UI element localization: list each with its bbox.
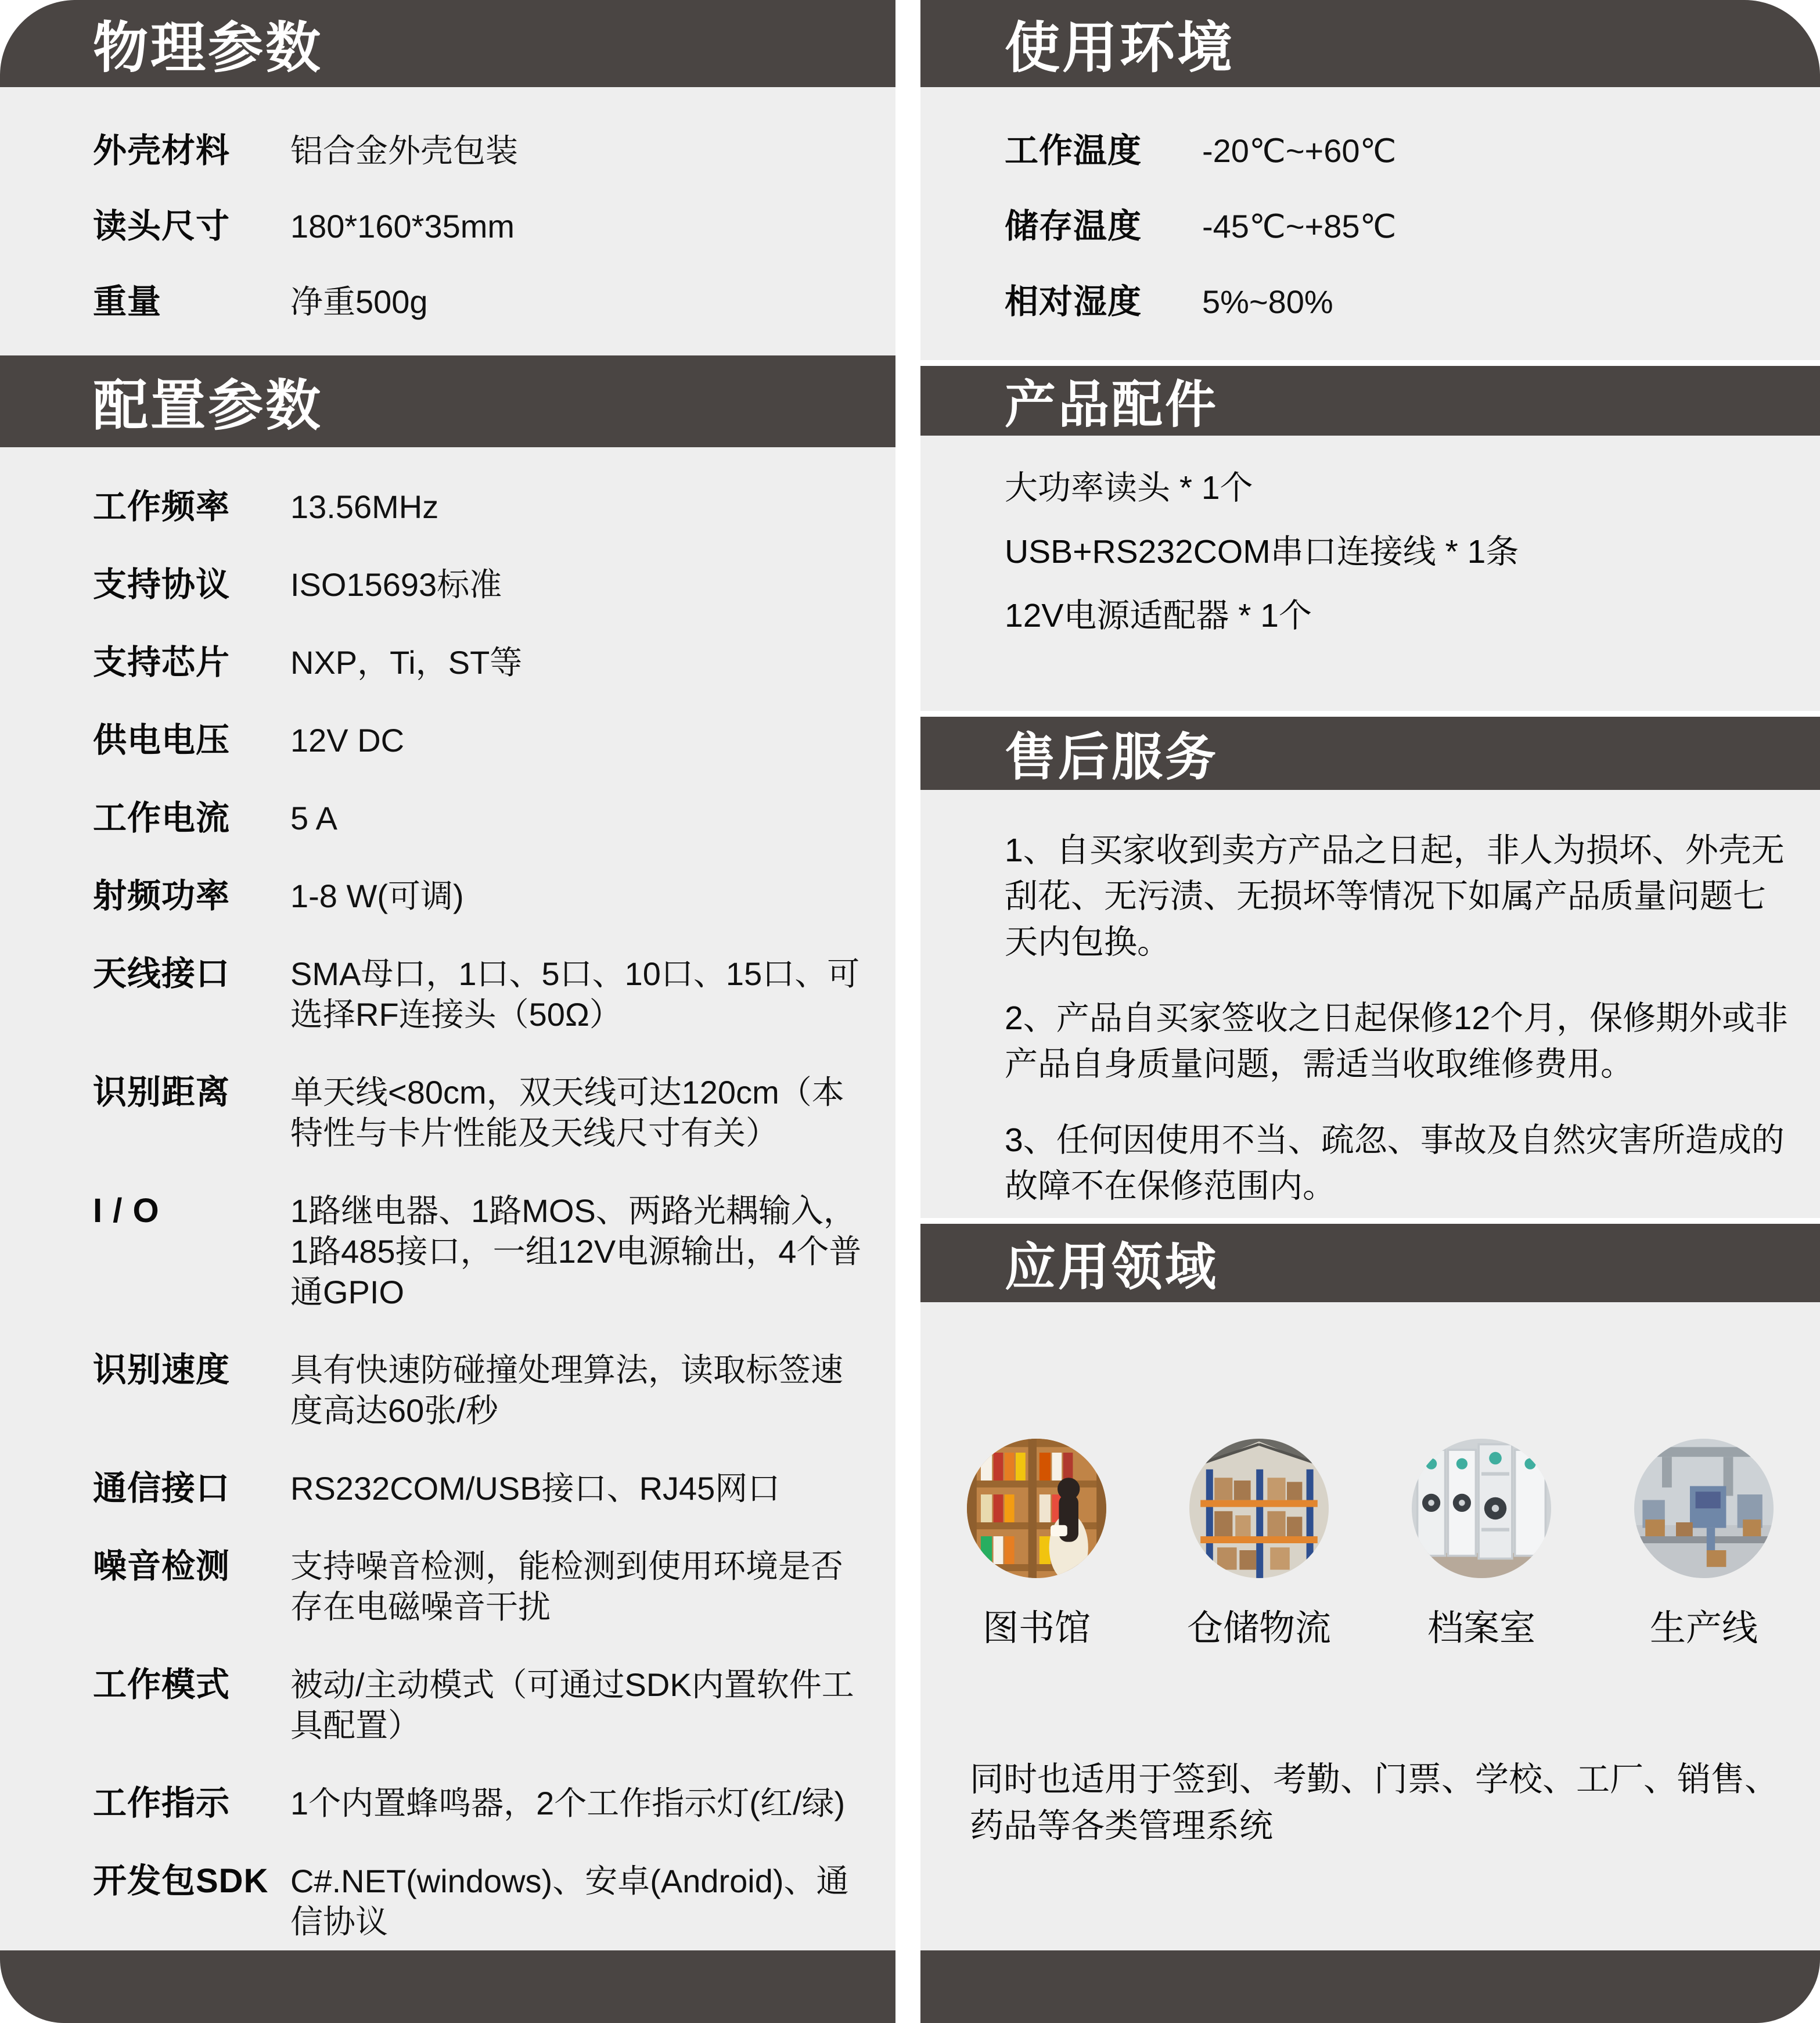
- spec-label: I / O: [93, 1192, 160, 1230]
- spec-label: 相对湿度: [1005, 283, 1142, 321]
- warehouse-photo: [1189, 1439, 1329, 1578]
- spec-value: 单天线<80cm，双天线可达120cm（本特性与卡片性能及天线尺寸有关）: [290, 1074, 844, 1151]
- section-header-accessories: [920, 366, 1820, 436]
- production-line-photo: [1634, 1439, 1774, 1578]
- accessory-item: 12V电源适配器 * 1个: [1005, 597, 1312, 634]
- service-paragraph: 2、产品自买家签收之日起保修12个月，保修期外或非产品自身质量问题，需适当收取维修费用。: [1005, 1000, 1789, 1083]
- accessory-item: 大功率读头 * 1个: [1005, 469, 1253, 506]
- section-gap: [920, 1218, 1820, 1224]
- service-paragraph: 3、任何因使用不当、疏忽、事故及自然灾害所造成的故障不在保修范围内。: [1005, 1122, 1785, 1205]
- section-title-service: 售后服务: [1005, 728, 1219, 786]
- service-paragraph: 1、自买家收到卖方产品之日起，非人为损坏、外壳无刮花、无污渍、无损坏等情况下如属产品质量问题七天内包换。: [1005, 832, 1785, 961]
- section-title-physical: 物理参数: [93, 17, 323, 79]
- environment-rows: [1005, 131, 1791, 322]
- spec-row-chips: [93, 642, 865, 683]
- section-header-applications: [920, 1224, 1820, 1302]
- spec-value: 12V DC: [290, 722, 405, 759]
- spec-row-weight: [93, 282, 866, 322]
- section-title-config: 配置参数: [93, 375, 323, 437]
- scene-label: 仓储物流: [1186, 1608, 1331, 1648]
- spec-value: 被动/主动模式（可通过SDK内置软件工具配置）: [290, 1666, 854, 1744]
- left-footer-band: [0, 1950, 895, 2023]
- spec-row-humidity: [1005, 282, 1791, 322]
- spec-row-storage-temp: [1005, 206, 1791, 247]
- spec-value: 铝合金外壳包装: [290, 132, 518, 169]
- spec-row-protocol: [93, 565, 865, 605]
- spec-row-supply-voltage: [93, 720, 865, 761]
- spec-label: 支持协议: [93, 566, 231, 603]
- spec-value: 5 A: [290, 800, 337, 836]
- spec-value: 180*160*35mm: [290, 208, 515, 245]
- spec-value: RS232COM/USB接口、RJ45网口: [290, 1470, 780, 1507]
- spec-value: 1-8 W(可调): [290, 878, 464, 914]
- spec-value: C#.NET(windows)、安卓(Android)、通信协议: [290, 1863, 849, 1940]
- spec-label: 通信接口: [93, 1469, 231, 1507]
- section-header-service: [920, 717, 1820, 790]
- scene-production-line: [1631, 1439, 1776, 1649]
- right-column: [920, 0, 1820, 2023]
- spec-row-indicators: [93, 1783, 865, 1824]
- environment-panel: [920, 87, 1820, 360]
- spec-row-shell-material: [93, 131, 866, 171]
- section-title-accessories: 产品配件: [1005, 376, 1219, 433]
- spec-value: 支持噪音检测，能检测到使用环境是否存在电磁噪音干扰: [290, 1548, 843, 1625]
- spec-label: 射频功率: [93, 877, 231, 915]
- spec-label: 工作频率: [93, 488, 231, 526]
- spec-label: 支持芯片: [93, 644, 231, 681]
- left-column: [0, 0, 895, 2023]
- scene-label: 档案室: [1427, 1608, 1535, 1648]
- spec-label: 储存温度: [1005, 207, 1142, 245]
- spec-label: 外壳材料: [93, 132, 231, 170]
- section-gap: [920, 711, 1820, 717]
- spec-row-work-temp: [1005, 131, 1791, 171]
- scene-warehouse: [1186, 1439, 1332, 1649]
- spec-label: 工作模式: [93, 1666, 231, 1704]
- spec-value: 5%~80%: [1202, 283, 1333, 320]
- spec-label: 开发包SDK: [93, 1862, 269, 1900]
- application-scenes: [920, 1439, 1820, 1649]
- spec-row-frequency: [93, 487, 865, 527]
- accessory-item: USB+RS232COM串口连接线 * 1条: [1005, 533, 1519, 570]
- spec-value: 13.56MHz: [290, 488, 439, 525]
- config-rows: [93, 487, 865, 1942]
- spec-value: 具有快速防碰撞处理算法，读取标签速度高达60张/秒: [290, 1352, 843, 1429]
- spec-row-comm-port: [93, 1468, 865, 1509]
- spec-label: 工作指示: [93, 1784, 231, 1822]
- spec-row-reader-size: [93, 206, 866, 247]
- spec-value: -45℃~+85℃: [1202, 208, 1397, 245]
- spec-value: 1个内置蜂鸣器，2个工作指示灯(红/绿): [290, 1785, 846, 1821]
- spec-row-read-speed: [93, 1350, 865, 1431]
- spec-label: 供电电压: [93, 721, 231, 759]
- archive-photo: [1412, 1439, 1551, 1578]
- scene-archive: [1409, 1439, 1554, 1649]
- section-header-environment: [920, 0, 1820, 87]
- scene-label: 图书馆: [982, 1608, 1091, 1648]
- applications-note: 同时也适用于签到、考勤、门票、学校、工厂、销售、药品等各类管理系统: [970, 1760, 1779, 1845]
- section-title-applications: 应用领域: [1005, 1238, 1219, 1296]
- spec-row-noise-detect: [93, 1546, 865, 1627]
- physical-rows: [93, 131, 866, 322]
- config-params-panel: [0, 447, 895, 1950]
- spec-label: 识别距离: [93, 1073, 231, 1111]
- spec-label: 读头尺寸: [93, 207, 231, 245]
- applications-panel: [920, 1302, 1820, 1950]
- spec-value: 净重500g: [290, 283, 428, 320]
- spec-label: 天线接口: [93, 955, 231, 993]
- section-title-environment: 使用环境: [1005, 17, 1235, 79]
- physical-params-panel: [0, 87, 895, 355]
- spec-row-antenna-port: [93, 954, 865, 1035]
- spec-row-work-mode: [93, 1665, 865, 1746]
- spec-label: 工作温度: [1005, 132, 1142, 170]
- spec-value: -20℃~+60℃: [1202, 132, 1397, 169]
- accessories-panel: [920, 436, 1820, 711]
- spec-label: 识别速度: [93, 1351, 231, 1389]
- scene-label: 生产线: [1649, 1608, 1758, 1648]
- library-photo: [967, 1439, 1106, 1578]
- accessory-list: [1005, 468, 1791, 636]
- service-panel: [920, 790, 1820, 1218]
- section-header-config: [0, 355, 895, 447]
- spec-label: 重量: [93, 283, 162, 321]
- spec-row-rf-power: [93, 876, 865, 917]
- spec-label: 噪音检测: [93, 1547, 231, 1585]
- right-footer-band: [920, 1950, 1820, 2023]
- spec-row-current: [93, 798, 865, 839]
- section-header-physical: [0, 0, 895, 87]
- scene-library: [964, 1439, 1109, 1649]
- spec-value: SMA母口，1口、5口、10口、15口、可选择RF连接头（50Ω）: [290, 955, 860, 1033]
- spec-row-read-distance: [93, 1072, 865, 1154]
- spec-row-io: [93, 1191, 865, 1313]
- spec-row-sdk: [93, 1861, 865, 1942]
- spec-value: 1路继电器、1路MOS、两路光耦输入，1路485接口，一组12V电源输出，4个普通GPIO: [290, 1192, 862, 1310]
- spec-label: 工作电流: [93, 799, 231, 837]
- spec-value: ISO15693标准: [290, 566, 502, 603]
- spec-value: NXP，Ti，ST等: [290, 644, 523, 681]
